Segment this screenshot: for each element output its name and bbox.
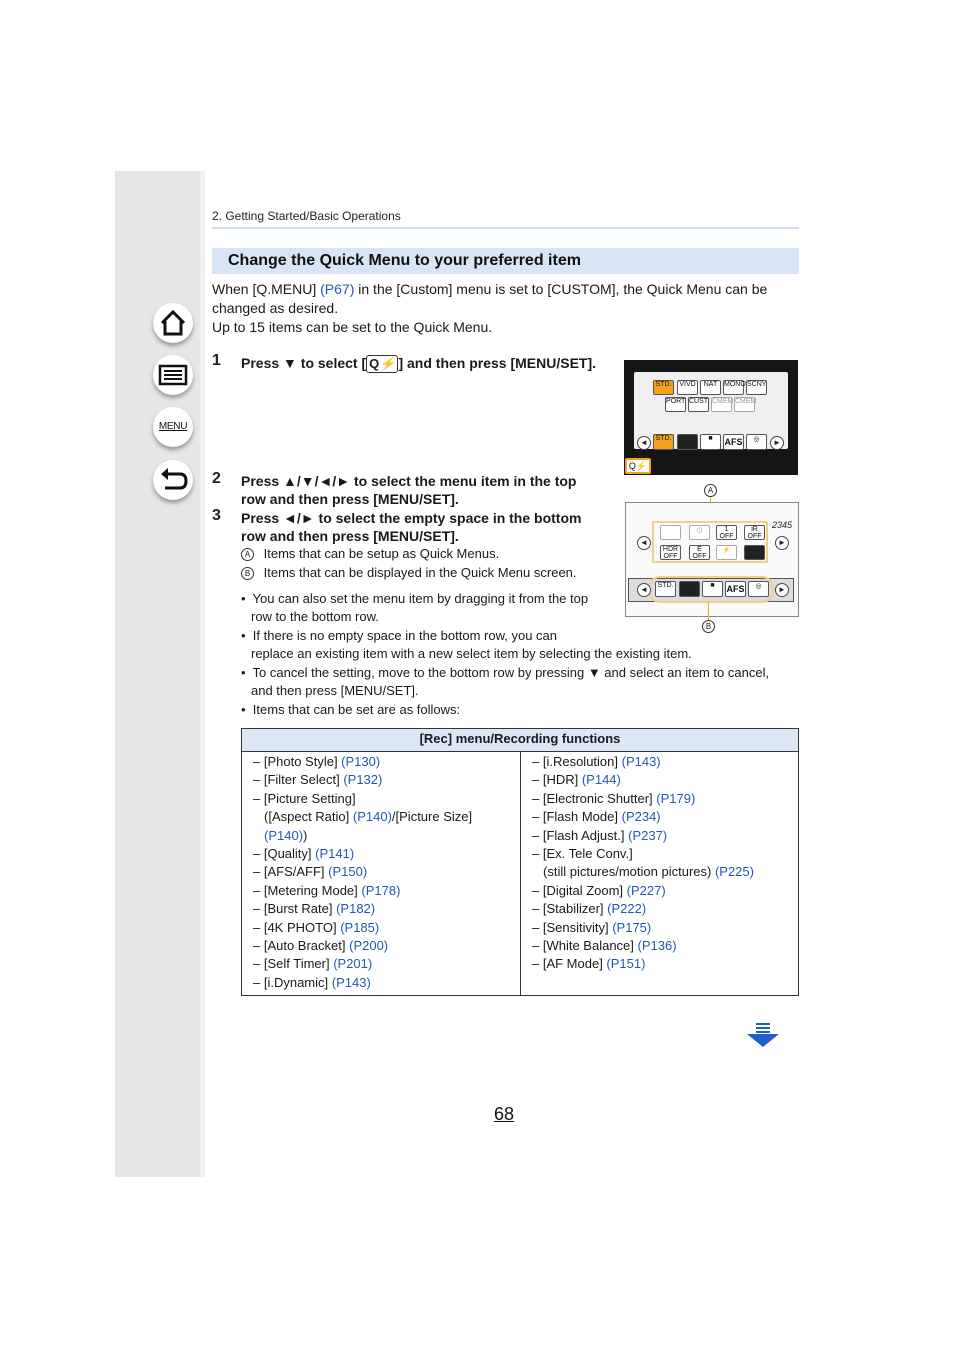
flash-adjust-icon bbox=[744, 545, 765, 560]
right-arrow-icon: ► bbox=[770, 436, 784, 450]
iresolution-chip: iR OFF bbox=[744, 525, 765, 540]
step-3-number: 3 bbox=[212, 507, 221, 524]
bottom-standard-chip: STD. bbox=[653, 434, 674, 450]
table-row: – [Digital Zoom] (P227) bbox=[532, 882, 666, 898]
page-link[interactable]: (P140) bbox=[352, 809, 392, 825]
photo-style-natural-chip: NAT bbox=[700, 380, 721, 395]
self-timer-icon: ◷ bbox=[689, 525, 710, 540]
step-1-number: 1 bbox=[212, 352, 221, 369]
table-column-divider bbox=[520, 752, 521, 995]
table-row: (still pictures/motion pictures) (P225) bbox=[543, 864, 754, 880]
picture-size-icon: ■ bbox=[702, 581, 723, 597]
table-row: – [Electronic Shutter] (P179) bbox=[532, 790, 696, 806]
page-link[interactable]: (P182) bbox=[336, 901, 376, 917]
page-link[interactable]: (P237) bbox=[628, 827, 668, 843]
legend-a: A Items that can be setup as Quick Menus. bbox=[241, 545, 499, 563]
bullet-item: • You can also set the menu item by dragging it from the top row to the bottom row. bbox=[241, 591, 589, 624]
callout-b-line bbox=[708, 602, 709, 620]
bullet-item: • If there is no empty space in the bottom row, you can replace an existing item with a new select item by selecting the existing item. bbox=[241, 628, 692, 661]
return-icon bbox=[153, 460, 193, 500]
table-row: – [HDR] (P144) bbox=[532, 772, 621, 788]
afs-chip: AFS bbox=[725, 581, 746, 597]
table-row: – [Sensitivity] (P175) bbox=[532, 919, 652, 935]
menu-label: MENU bbox=[158, 421, 188, 432]
photo-style-mono-chip: MONO bbox=[723, 380, 744, 395]
right-arrow-icon: ► bbox=[775, 536, 789, 550]
photo-style-vivid-chip: VIVD bbox=[677, 380, 698, 395]
page-link[interactable]: (P200) bbox=[349, 938, 389, 954]
menu-button[interactable] bbox=[153, 407, 193, 447]
table-row: – [Self Timer] (P201) bbox=[253, 956, 373, 972]
left-arrow-icon: ◄ bbox=[637, 436, 651, 450]
quick-menu-custom-tab: Q⚡ bbox=[625, 458, 651, 474]
link-p67[interactable]: (P67) bbox=[320, 281, 355, 297]
page-number: 68 bbox=[494, 1104, 515, 1124]
photo-style-cmem2-chip: CMEM bbox=[734, 397, 755, 412]
step-2-text: Press ▲/▼/◄/► to select the menu item in the top row and then press [MENU/SET]. bbox=[241, 473, 577, 507]
table-row: (P140)) bbox=[264, 827, 308, 843]
intro-line-2: changed as desired. bbox=[212, 300, 339, 316]
page-counter: 2345 bbox=[772, 520, 793, 530]
home-icon bbox=[153, 303, 193, 343]
next-page-button[interactable] bbox=[746, 1022, 780, 1048]
item-icon bbox=[660, 525, 681, 540]
metering-icon: ◎ bbox=[746, 434, 767, 450]
step-2-number: 2 bbox=[212, 470, 221, 487]
aspect-ratio-icon bbox=[679, 581, 700, 597]
table-row: – [Burst Rate] (P182) bbox=[253, 901, 376, 917]
legend-b-mark: B bbox=[241, 567, 254, 580]
page-link[interactable]: (P141) bbox=[315, 846, 355, 862]
page-link[interactable]: (P150) bbox=[328, 864, 368, 880]
breadcrumb: 2. Getting Started/Basic Operations bbox=[212, 209, 401, 223]
metering-icon: ◎ bbox=[748, 581, 769, 597]
table-row: – [AF Mode] (P151) bbox=[532, 956, 646, 972]
page-link[interactable]: (P185) bbox=[340, 919, 380, 935]
list-icon bbox=[153, 355, 193, 395]
page-link[interactable]: (P144) bbox=[581, 772, 621, 788]
breadcrumb-divider bbox=[212, 227, 799, 229]
left-arrow-icon: ◄ bbox=[637, 536, 651, 550]
photo-style-portrait-chip: PORT bbox=[665, 397, 686, 412]
aspect-ratio-icon bbox=[677, 434, 698, 450]
page-link[interactable]: (P130) bbox=[341, 754, 381, 769]
table-row: – [i.Resolution] (P143) bbox=[532, 754, 661, 769]
table-row: – [Flash Adjust.] (P237) bbox=[532, 827, 668, 843]
picture-size-icon: ■ bbox=[700, 434, 721, 450]
table-row: – [Ex. Tele Conv.] bbox=[532, 846, 633, 862]
next-page-arrow-icon bbox=[746, 1022, 780, 1048]
page-link[interactable]: (P143) bbox=[331, 974, 371, 990]
intro-paragraph bbox=[212, 280, 802, 337]
page-link[interactable]: (P179) bbox=[656, 790, 696, 806]
hdr-chip: HDR OFF bbox=[660, 545, 681, 560]
page-link[interactable]: (P201) bbox=[333, 956, 373, 972]
legend-a-mark: A bbox=[241, 548, 254, 561]
bottom-standard-chip: STD. bbox=[655, 581, 676, 597]
table-row: ([Aspect Ratio] (P140)/[Picture Size] bbox=[264, 809, 473, 825]
intro-line-3: Up to 15 items can be set to the Quick Menu. bbox=[212, 319, 493, 335]
table-row: – [Auto Bracket] (P200) bbox=[253, 938, 389, 954]
callout-a: A bbox=[704, 484, 717, 497]
table-column-left bbox=[253, 753, 472, 992]
table-row: – [Filter Select] (P132) bbox=[253, 772, 383, 788]
idynamic-chip: 1 OFF bbox=[716, 525, 737, 540]
table-row: – [Quality] (P141) bbox=[253, 846, 355, 862]
table-row: – [Flash Mode] (P234) bbox=[532, 809, 661, 825]
page-link[interactable]: (P140) bbox=[264, 827, 304, 843]
recording-functions-table bbox=[241, 728, 799, 996]
photo-style-scenery-chip: SCNY bbox=[746, 380, 767, 395]
table-column-right bbox=[532, 753, 754, 974]
photo-style-cmem1-chip: CMEM bbox=[711, 397, 732, 412]
table-row: – [4K PHOTO] (P185) bbox=[253, 919, 380, 935]
legend-b: B Items that can be displayed in the Quick Menu screen. bbox=[241, 564, 577, 582]
photo-style-standard-chip: STD. bbox=[653, 380, 674, 395]
table-row: – [Picture Setting] bbox=[253, 790, 356, 806]
left-arrow-icon: ◄ bbox=[637, 583, 651, 597]
intro-line-1: When [Q.MENU] (P67) in the [Custom] menu is set to [CUSTOM], the Quick Menu can be bbox=[212, 281, 768, 297]
flash-icon: ⚡ bbox=[716, 545, 737, 560]
table-row: – [Stabilizer] (P222) bbox=[532, 901, 647, 917]
table-row: – [i.Dynamic] (P143) bbox=[253, 974, 371, 990]
sidebar-edge bbox=[200, 171, 205, 1177]
contents-button[interactable] bbox=[153, 355, 193, 395]
table-header: [Rec] menu/Recording functions bbox=[242, 729, 798, 752]
page-link[interactable]: (P132) bbox=[343, 772, 383, 788]
step-3-text: Press ◄/► to select the empty space in the bottom row and then press [MENU/SET]. bbox=[241, 510, 582, 544]
photo-style-custom-chip: CUST bbox=[688, 397, 709, 412]
page-link[interactable]: (P227) bbox=[626, 882, 666, 898]
page-link[interactable]: (P222) bbox=[607, 901, 647, 917]
page-link[interactable]: (P234) bbox=[621, 809, 661, 825]
afs-chip: AFS bbox=[723, 434, 744, 450]
quick-menu-custom-icon: Q⚡ bbox=[366, 355, 398, 373]
page-link[interactable]: (P225) bbox=[714, 864, 754, 880]
page-link[interactable]: (P178) bbox=[361, 882, 401, 898]
page-link[interactable]: (P143) bbox=[621, 754, 661, 769]
step-1-text: Press ▼ to select [ Q⚡ ] and then press [MENU/SET]. bbox=[241, 355, 597, 371]
home-button[interactable] bbox=[153, 303, 193, 343]
page-link[interactable]: (P151) bbox=[606, 956, 646, 972]
bullet-item: • To cancel the setting, move to the bottom row by pressing ▼ and select an item to cancel, and then press [MENU/SET]. bbox=[241, 665, 770, 698]
table-row: – [White Balance] (P136) bbox=[532, 938, 677, 954]
callout-b: B bbox=[702, 620, 715, 633]
section-title: Change the Quick Menu to your preferred item bbox=[228, 252, 581, 269]
back-button[interactable] bbox=[153, 460, 193, 500]
table-row: – [Metering Mode] (P178) bbox=[253, 882, 401, 898]
bullet-item: • Items that can be set are as follows: bbox=[241, 702, 461, 717]
page-link[interactable]: (P136) bbox=[637, 938, 677, 954]
table-row: – [AFS/AFF] (P150) bbox=[253, 864, 368, 880]
page-link[interactable]: (P175) bbox=[612, 919, 652, 935]
table-row: – [Photo Style] (P130) bbox=[253, 754, 381, 769]
electronic-shutter-chip: E OFF bbox=[689, 545, 710, 560]
right-arrow-icon: ► bbox=[775, 583, 789, 597]
